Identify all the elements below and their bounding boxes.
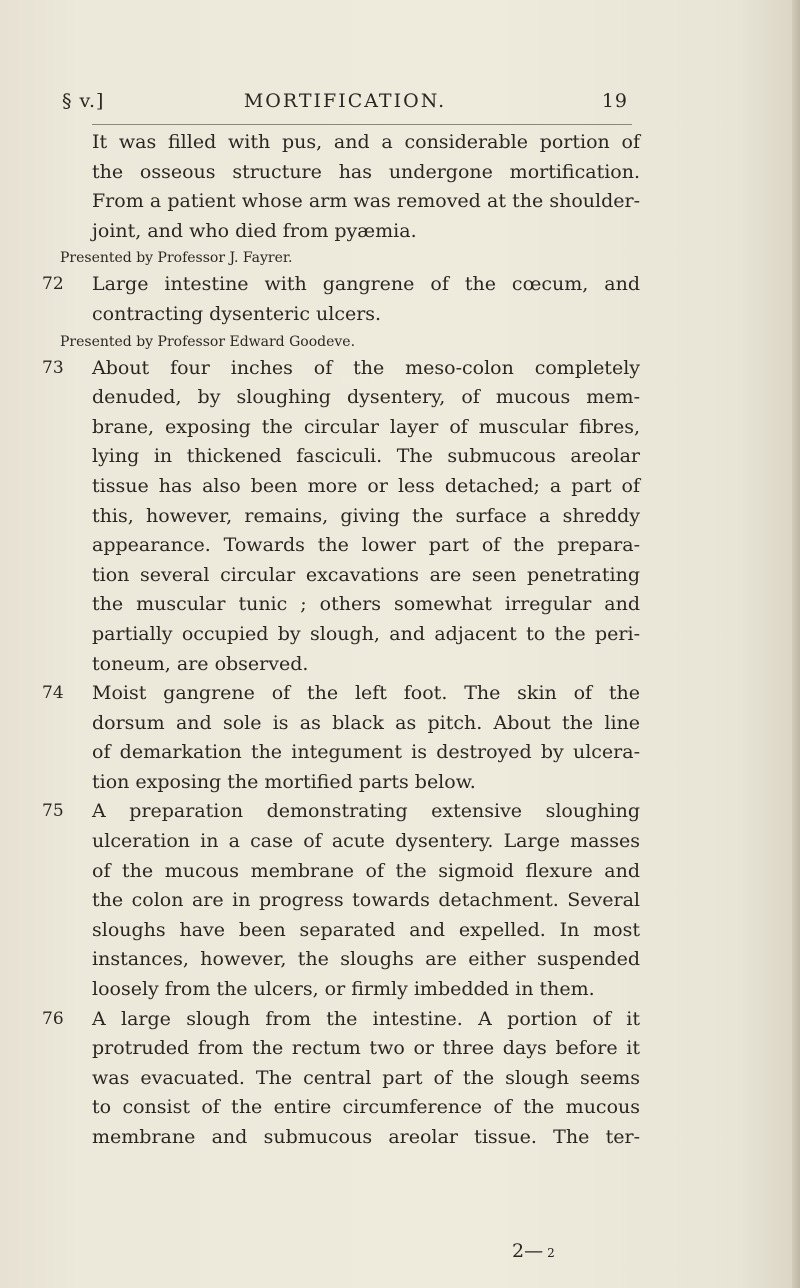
text-line: Moist gangrene of the left foot. The skin of the (92, 682, 640, 705)
presenter-credit: Presented by Professor Edward Goodeve. (60, 333, 356, 350)
text-line: About four inches of the meso-colon completely (92, 356, 640, 379)
entry-number: 74 (42, 683, 64, 704)
text-line: joint, and who died from pyæmia. (92, 219, 417, 242)
text-line: the muscular tunic ; others somewhat irregular and (92, 593, 640, 616)
entry-number: 73 (42, 357, 64, 378)
text-line: A large slough from the intestine. A portion of it (92, 1007, 640, 1030)
text-line: partially occupied by slough, and adjacent to the peri- (92, 622, 640, 645)
text-line: tion several circular excavations are seen penetrating (92, 563, 640, 586)
running-title: MORTIFICATION. (243, 90, 447, 112)
text-line: membrane and submucous areolar tissue. The ter- (92, 1126, 640, 1148)
text-line: Large intestine with gangrene of the cœcum, and (92, 273, 640, 296)
text-line: to consist of the entire circumference of the mucous (92, 1096, 640, 1119)
text-line: the colon are in progress towards detachment. Several (92, 889, 640, 912)
catalogue-entry-75 (42, 797, 640, 1004)
text-line: of the mucous membrane of the sigmoid flexure and (92, 859, 640, 882)
catalogue-entry-76 (42, 1005, 640, 1153)
text-line: From a patient whose arm was removed at the shoulder- (92, 190, 640, 213)
section-marker: § v.] (62, 90, 105, 112)
entry-number: 72 (42, 274, 64, 295)
catalogue-entry-73 (42, 354, 640, 680)
text-line: tion exposing the mortified parts below. (92, 770, 476, 793)
text-line: A preparation demonstrating extensive sloughing (92, 800, 640, 823)
text-line: was evacuated. The central part of the slough seems (92, 1066, 640, 1089)
page-body (42, 128, 640, 1153)
catalogue-entry-72 (42, 270, 640, 353)
signature-sub: 2 (547, 1246, 555, 1260)
text-line: this, however, remains, giving the surface a shreddy (92, 504, 640, 527)
text-line: toneum, are observed. (92, 652, 309, 675)
text-line: denuded, by sloughing dysentery, of mucous mem- (92, 386, 640, 409)
entry-number: 75 (42, 801, 64, 822)
text-line: dorsum and sole is as black as pitch. About the line (92, 711, 640, 734)
page-edge (792, 0, 800, 1288)
text-line: It was filled with pus, and a considerable portion of (92, 131, 640, 153)
text-line: the osseous structure has undergone mortification. (92, 160, 640, 183)
page-number: 19 (601, 90, 628, 112)
presenter-credit: Presented by Professor J. Fayrer. (60, 250, 293, 267)
text-line: contracting dysenteric ulcers. (92, 302, 382, 325)
intro-paragraph (60, 128, 640, 270)
signature-mark (512, 1240, 555, 1262)
text-line: lying in thickened fasciculi. The submucous areolar (92, 445, 640, 468)
signature-main: 2— (512, 1240, 544, 1262)
text-line: tissue has also been more or less detached; a part of (92, 474, 640, 497)
text-line: instances, however, the sloughs are either suspended (92, 948, 640, 971)
text-line: loosely from the ulcers, or firmly imbedded in them. (92, 978, 595, 1001)
entry-number: 76 (42, 1008, 64, 1029)
header-rule (92, 124, 632, 125)
text-line: sloughs have been separated and expelled. In most (92, 918, 640, 941)
catalogue-entry-74 (42, 679, 640, 797)
running-header (62, 90, 628, 124)
text-line: appearance. Towards the lower part of the prepara- (92, 534, 640, 557)
text-line: brane, exposing the circular layer of muscular fibres, (92, 415, 640, 438)
text-line: protruded from the rectum two or three days before it (92, 1037, 640, 1060)
text-line: ulceration in a case of acute dysentery. Large masses (92, 830, 640, 853)
text-line: of demarkation the integument is destroyed by ulcera- (92, 741, 640, 764)
